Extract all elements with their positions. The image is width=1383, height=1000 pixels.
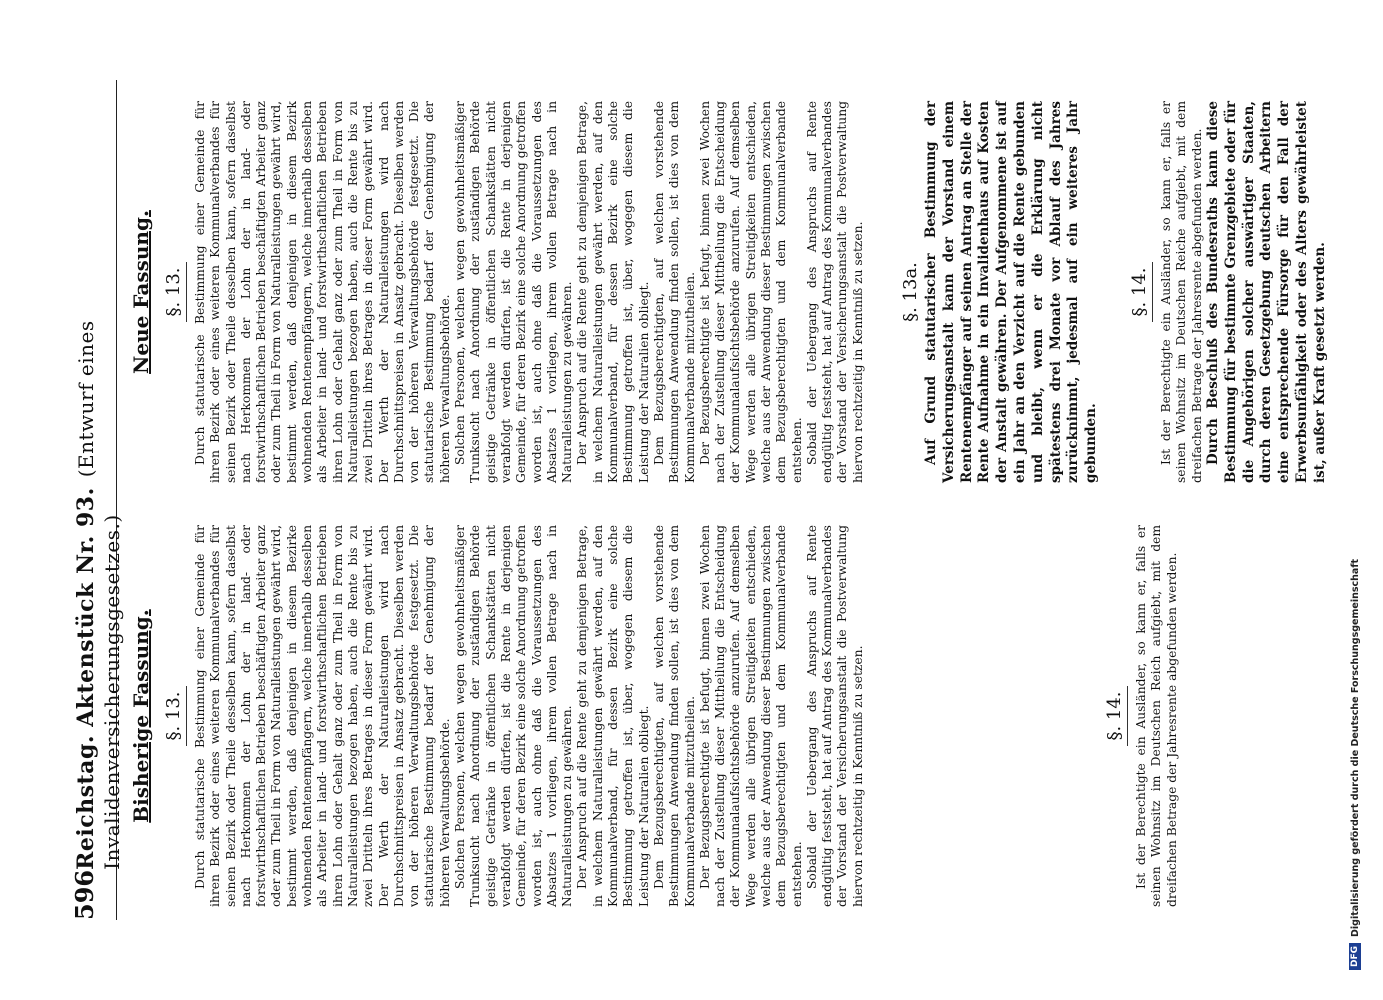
paragraph: Durch statutarische Bestimmung einer Gemeinde für ihren Bezirk oder eines weiteren Kommunalverbandes für seinen Bezirk oder Theile desselben kann, sofern daselbst nach Herkommen der Lohn der in land- oder forstwirthschaftlichen Betrieben beschäftigten Arbeiter ganz oder zum Theil in Form von Naturalleistungen gewährt wird, bestimmt werden, daß denjenigen in diesem Bezirke wohnenden Rentenempfängern, welche innerhalb desselben als Arbeiter in land- und forstwirthschaftlichen Betrieben ihren Lohn oder Gehalt ganz oder zum Theil in Form von Naturalleistungen bezogen haben, auch die Rente bis zu zwei Dritteln ihres Betrages in dieser Form gewährt wird. Der Werth der Naturalleistungen wird nach Durchschnittspreisen in Ansatz gebracht. Dieselben werden von der höheren Verwaltungsbehörde festgesetzt. Die statutarische Bestimmung bedarf der Genehmigung der höheren Verwaltungsbehörde. [193, 525, 452, 907]
section-divider [1152, 262, 1153, 322]
digitization-footer [1346, 30, 1364, 970]
section-13-previous [163, 525, 866, 907]
page-number: 596 [70, 869, 99, 920]
section-divider [1127, 686, 1128, 746]
section-text [1159, 101, 1205, 483]
section-text [1134, 525, 1180, 907]
paragraph: Dem Bezugsberechtigten, auf welchen vorstehende Bestimmungen Anwendung finden sollen, ist dies von dem Kommunalverbande mitzutheilen. [651, 101, 697, 483]
paragraph: Sobald der Uebergang des Anspruchs auf Rente endgültig feststeht, hat auf Antrag des Kommunalverbandes der Vorstand der Versicherungsanstalt die Postverwaltung hiervon rechtzeitig in Kenntniß zu setzen. [804, 101, 865, 483]
section-text-added [1205, 101, 1330, 483]
paragraph: Ist der Berechtigte ein Ausländer, so kann er, falls er seinen Wohnsitz im Deutschen Reich aufgiebt, mit dem dreifachen Betrage der Jahresrente abgefunden werden. [1134, 525, 1179, 907]
paragraph: Der Bezugsberechtigte ist befugt, binnen zwei Wochen nach der Zustellung dieser Mittheilung die Entscheidung der Kommunalaufsichtsbehörde anzurufen. Auf demselben Wege werden alle übrigen Streitigkeiten entschieden, welche aus der Anwendung dieser Bestimmungen zwischen dem Bezugsberechtigten und dem Kommunalverbande entstehen. [697, 525, 804, 907]
section-text [923, 101, 1101, 483]
column-heading-previous: Bisherige Fassung. [129, 609, 153, 823]
section-13-new [163, 101, 866, 483]
section-text [193, 101, 866, 483]
paragraph: Ist der Berechtigte ein Ausländer, so kann er, falls er seinen Wohnsitz im Deutschen Reiche aufgiebt, mit dem dreifachen Betrage der Jahresrente abgefunden werden. [1159, 101, 1204, 483]
paragraph: Solchen Personen, welchen wegen gewohnheitsmäßiger Trunksucht nach Anordnung der zuständigen Behörde geistige Getränke in öffentlichen Schankstätten nicht verabfolgt werden dürfen, ist die Rente in derjenigen Gemeinde, für deren Bezirk eine solche Anordnung getroffen worden ist, auch ohne daß die Voraussetzungen des Absatzes 1 vorliegen, ihrem vollen Betrage nach in Naturalleistungen zu gewähren. [453, 101, 575, 483]
section-text [193, 525, 866, 907]
paragraph: Auf Grund statutarischer Bestimmung der Versicherungsanstalt kann der Vorstand einem Rentenempfänger auf seinen Antrag an Stelle der Rente Aufnahme in ein Invalidenhaus auf Kosten der Anstalt gewähren. Der Aufgenommene ist auf ein Jahr an den Verzicht auf die Rente gebunden und bleibt, wenn er die Erklärung nicht spätestens drei Monate vor Ablauf des Jahres zurücknimmt, jedesmal auf ein weiteres Jahr gebunden. [923, 101, 1100, 483]
column-previous-version [125, 525, 1180, 907]
paragraph: Durch Beschluß des Bundesraths kann diese Bestimmung für bestimmte Grenzgebiete oder für die Angehörigen solcher auswärtiger Staaten, durch deren Gesetzgebung deutschen Arbeitern eine entsprechende Fürsorge für den Fall der Erwerbsunfähigkeit oder des Alters gewährleistet ist, außer Kraft gesetzt werden. [1204, 101, 1328, 483]
section-label: §. 13a. [900, 262, 922, 322]
paragraph: Der Anspruch auf die Rente geht zu demjenigen Betrage, in welchem Naturalleistungen gewährt werden, auf den Kommunalverband, für dessen Bezirk eine solche Bestimmung getroffen ist, über, wogegen diesem die Leistung der Naturalien obliegt. [575, 525, 651, 907]
title-main: Reichstag. Aktenstück Nr. 93. [73, 487, 99, 870]
page-title [73, 80, 125, 870]
paragraph: Durch statutarische Bestimmung einer Gemeinde für ihren Bezirk oder eines weiteren Kommunalverbandes für seinen Bezirk oder Theile desselben kann, sofern daselbst nach Herkommen der Lohn der in land- oder forstwirthschaftlichen Betrieben beschäftigten Arbeiter ganz oder zum Theil in Form von Naturalleistungen gewährt wird, bestimmt werden, daß denjenigen in diesem Bezirk wohnenden Rentenempfängern, welche innerhalb desselben als Arbeiter in land- und forstwirthschaftlichen Betrieben ihren Lohn oder Gehalt ganz oder zum Theil in Form von Naturalleistungen bezogen haben, auch die Rente bis zu zwei Dritteln ihres Betrages in dieser Form gewährt wird. Der Werth der Naturalleistungen wird nach Durchschnittspreisen in Ansatz gebracht. Dieselben werden von der höheren Verwaltungsbehörde festgesetzt. Die statutarische Bestimmung bedarf der Genehmigung der höheren Verwaltungsbehörde. [193, 101, 452, 483]
paragraph: Der Anspruch auf die Rente geht zu demjenigen Betrage, in welchem Naturalleistungen gewährt werden, auf den Kommunalverband, für dessen Bezirk eine solche Bestimmung getroffen ist, über, wogegen diesem die Leistung der Naturalien obliegt. [575, 101, 651, 483]
page-header [70, 80, 124, 920]
paragraph: Dem Bezugsberechtigten, auf welchen vorstehende Bestimmungen Anwendung finden sollen, ist dies von dem Kommunalverbande mitzutheilen. [651, 525, 697, 907]
paragraph: Der Bezugsberechtigte ist befugt, binnen zwei Wochen nach der Zustellung dieser Mittheilung die Entscheidung der Kommunalaufsichtsbehörde anzurufen. Auf demselben Wege werden alle übrigen Streitigkeiten entschieden, welche aus der Anwendung dieser Bestimmungen zwischen dem Bezugsberechtigten und dem Kommunalverbande entstehen. [697, 101, 804, 483]
section-label: §. 14. [1104, 691, 1126, 741]
column-new-version [125, 101, 1330, 483]
section-14-previous [1104, 525, 1180, 907]
column-heading-new: Neue Fassung. [129, 210, 153, 374]
dfg-logo: DFG [1349, 943, 1361, 970]
section-divider [186, 686, 187, 746]
page-subtitle: (Entwurf eines Invalidenversicherungsgesetzes.) [74, 320, 124, 870]
paragraph: Solchen Personen, welchen wegen gewohnheitsmäßiger Trunksucht nach Anordnung der zuständigen Behörde geistige Getränke in öffentlichen Schankstätten nicht verabfolgt werden dürfen, ist die Rente in derjenigen Gemeinde, für deren Bezirk eine solche Anordnung getroffen worden ist, auch ohne daß die Voraussetzungen des Absatzes 1 vorliegen, ihrem vollen Betrage nach in Naturalleistungen zu gewähren. [453, 525, 575, 907]
section-13a-new [900, 101, 1101, 483]
section-14-new [1129, 101, 1329, 483]
section-divider [186, 262, 187, 322]
section-label: §. 13. [163, 691, 184, 741]
footer-text: Digitalisierung gefördert durch die Deutsche Forschungsgemeinschaft [1349, 559, 1361, 937]
section-label: §. 13. [163, 267, 184, 317]
paragraph: Sobald der Uebergang des Anspruchs auf Rente endgültig feststeht, hat auf Antrag des Kommunalverbandes der Vorstand der Versicherungsanstalt die Postverwaltung hiervon rechtzeitig in Kenntniß zu setzen. [804, 525, 865, 907]
section-label: §. 14. [1129, 267, 1151, 317]
